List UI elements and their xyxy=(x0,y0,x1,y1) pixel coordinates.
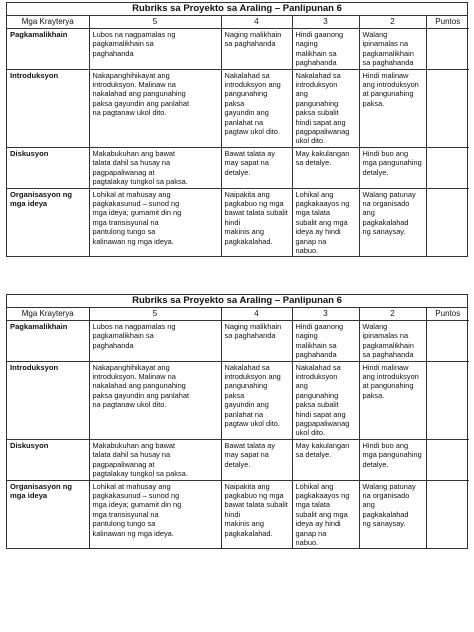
criterion-label: Organisasyon ng mga ideya xyxy=(7,480,89,548)
points-cell xyxy=(426,29,469,70)
row-diskusyon xyxy=(7,439,469,480)
descriptor-5: Lohikal at mahusay ang pagkakasunud – sunod ng mga ideya; gumamit din ng mga transisyunal na pantulong tungo sa kalinawan ng mga ideya. xyxy=(89,480,221,548)
criterion-label: Introduksyon xyxy=(7,69,89,147)
row-organisasyon xyxy=(7,188,469,256)
descriptor-3: Hindi gaanong naging malikhain sa paghahanda xyxy=(292,29,359,70)
criterion-label: Diskusyon xyxy=(7,439,89,480)
criterion-label: Pagkamalikhain xyxy=(7,321,89,362)
descriptor-3: Lohikal ang pagkakaayos ng mga talata subalit ang mga ideya ay hindi ganap na nabuo. xyxy=(292,480,359,548)
descriptor-5: Makabukuhan ang bawat talata dahil sa husay na pagpapaliwanag at pagtalakay tungkol sa paksa. xyxy=(89,147,221,188)
row-diskusyon xyxy=(7,147,469,188)
criterion-label: Organisasyon ng mga ideya xyxy=(7,188,89,256)
header-row xyxy=(7,16,469,29)
descriptor-4: Naipakita ang pagkabuo ng mga bawat talata subalit hindi makinis ang pagkakalahad. xyxy=(221,188,292,256)
criterion-label: Introduksyon xyxy=(7,361,89,439)
points-cell xyxy=(426,147,469,188)
rubric-grid xyxy=(7,308,469,548)
points-cell xyxy=(426,69,469,147)
descriptor-4: Bawat talata ay may sapat na detalye. xyxy=(221,147,292,188)
header-score-3: 3 xyxy=(292,308,359,321)
descriptor-4: Naging malikhain sa paghahanda xyxy=(221,29,292,70)
header-criteria: Mga Krayterya xyxy=(7,308,89,321)
descriptor-3: May kakulangan sa detalye. xyxy=(292,439,359,480)
descriptor-3: Nakalahad sa introduksyon ang pangunahing paksa subalit hindi sapat ang pagpapaliwanag ukol dito. xyxy=(292,361,359,439)
rubric-grid xyxy=(7,16,469,256)
descriptor-2: Walang ipinamalas na pagkamalikhain sa paghahanda xyxy=(359,29,426,70)
header-criteria: Mga Krayterya xyxy=(7,16,89,29)
descriptor-2: Hindi malinaw ang introduksyon at pangunahing paksa. xyxy=(359,361,426,439)
rubric-table-top xyxy=(6,2,468,257)
row-pagkamalikhain xyxy=(7,29,469,70)
header-score-3: 3 xyxy=(292,16,359,29)
descriptor-2: Hindi malinaw ang introduksyon at pangunahing paksa. xyxy=(359,69,426,147)
header-row xyxy=(7,308,469,321)
descriptor-2: Walang ipinamalas na pagkamalikhain sa paghahanda xyxy=(359,321,426,362)
descriptor-3: Nakalahad sa introduksyon ang pangunahing paksa subalit hindi sapat ang pagpapaliwanag ukol dito. xyxy=(292,69,359,147)
header-score-4: 4 xyxy=(221,308,292,321)
header-score-5: 5 xyxy=(89,16,221,29)
descriptor-4: Bawat talata ay may sapat na detalye. xyxy=(221,439,292,480)
row-introduksyon xyxy=(7,361,469,439)
descriptor-5: Lubos na nagpamalas ng pagkamalikhain sa paghahanda xyxy=(89,321,221,362)
descriptor-4: Nakalahad sa introduksyon ang pangunahing paksa gayundin ang panlahat na pagtaw ukol dito. xyxy=(221,69,292,147)
header-score-4: 4 xyxy=(221,16,292,29)
points-cell xyxy=(426,439,469,480)
descriptor-5: Nakapanghihikayat ang introduksyon. Malinaw na nakalahad ang pangunahing paksa gayundin ang panlahat na pagtanaw ukol dito. xyxy=(89,361,221,439)
points-cell xyxy=(426,188,469,256)
descriptor-3: May kakulangan sa detalye. xyxy=(292,147,359,188)
header-points: Puntos xyxy=(426,308,469,321)
points-cell xyxy=(426,361,469,439)
header-score-5: 5 xyxy=(89,308,221,321)
descriptor-4: Nakalahad sa introduksyon ang pangunahing paksa gayundin ang panlahat na pagtaw ukol dito. xyxy=(221,361,292,439)
descriptor-4: Naging malikhain sa paghahanda xyxy=(221,321,292,362)
rubric-table-bottom xyxy=(6,294,468,549)
rubric-title: Rubriks sa Proyekto sa Araling – Panlipunan 6 xyxy=(7,295,467,308)
descriptor-5: Makabukuhan ang bawat talata dahil sa husay na pagpapaliwanag at pagtalakay tungkol sa paksa. xyxy=(89,439,221,480)
descriptor-3: Lohikal ang pagkakaayos ng mga talata subalit ang mga ideya ay hindi ganap na nabuo. xyxy=(292,188,359,256)
row-introduksyon xyxy=(7,69,469,147)
criterion-label: Pagkamalikhain xyxy=(7,29,89,70)
header-score-2: 2 xyxy=(359,308,426,321)
descriptor-4: Naipakita ang pagkabuo ng mga bawat talata subalit hindi makinis ang pagkakalahad. xyxy=(221,480,292,548)
points-cell xyxy=(426,480,469,548)
descriptor-5: Lohikal at mahusay ang pagkakasunud – sunod ng mga ideya; gumamit din ng mga transisyunal na pantulong tungo sa kalinawan ng mga ideya. xyxy=(89,188,221,256)
descriptor-5: Nakapanghihikayat ang introduksyon. Malinaw na nakalahad ang pangunahing paksa gayundin ang panlahat na pagtanaw ukol dito. xyxy=(89,69,221,147)
header-score-2: 2 xyxy=(359,16,426,29)
descriptor-5: Lubos na nagpamalas ng pagkamalikhain sa paghahanda xyxy=(89,29,221,70)
descriptor-2: Walang patunay na organisado ang pagkakalahad ng sanaysay. xyxy=(359,188,426,256)
descriptor-2: Walang patunay na organisado ang pagkakalahad ng sanaysay. xyxy=(359,480,426,548)
rubric-title: Rubriks sa Proyekto sa Araling – Panlipunan 6 xyxy=(7,3,467,16)
row-organisasyon xyxy=(7,480,469,548)
descriptor-2: Hindi buo ang mga pangunahing detalye. xyxy=(359,439,426,480)
points-cell xyxy=(426,321,469,362)
row-pagkamalikhain xyxy=(7,321,469,362)
header-points: Puntos xyxy=(426,16,469,29)
criterion-label: Diskusyon xyxy=(7,147,89,188)
descriptor-3: Hindi gaanong naging malikhain sa paghahanda xyxy=(292,321,359,362)
descriptor-2: Hindi buo ang mga pangunahing detalye. xyxy=(359,147,426,188)
